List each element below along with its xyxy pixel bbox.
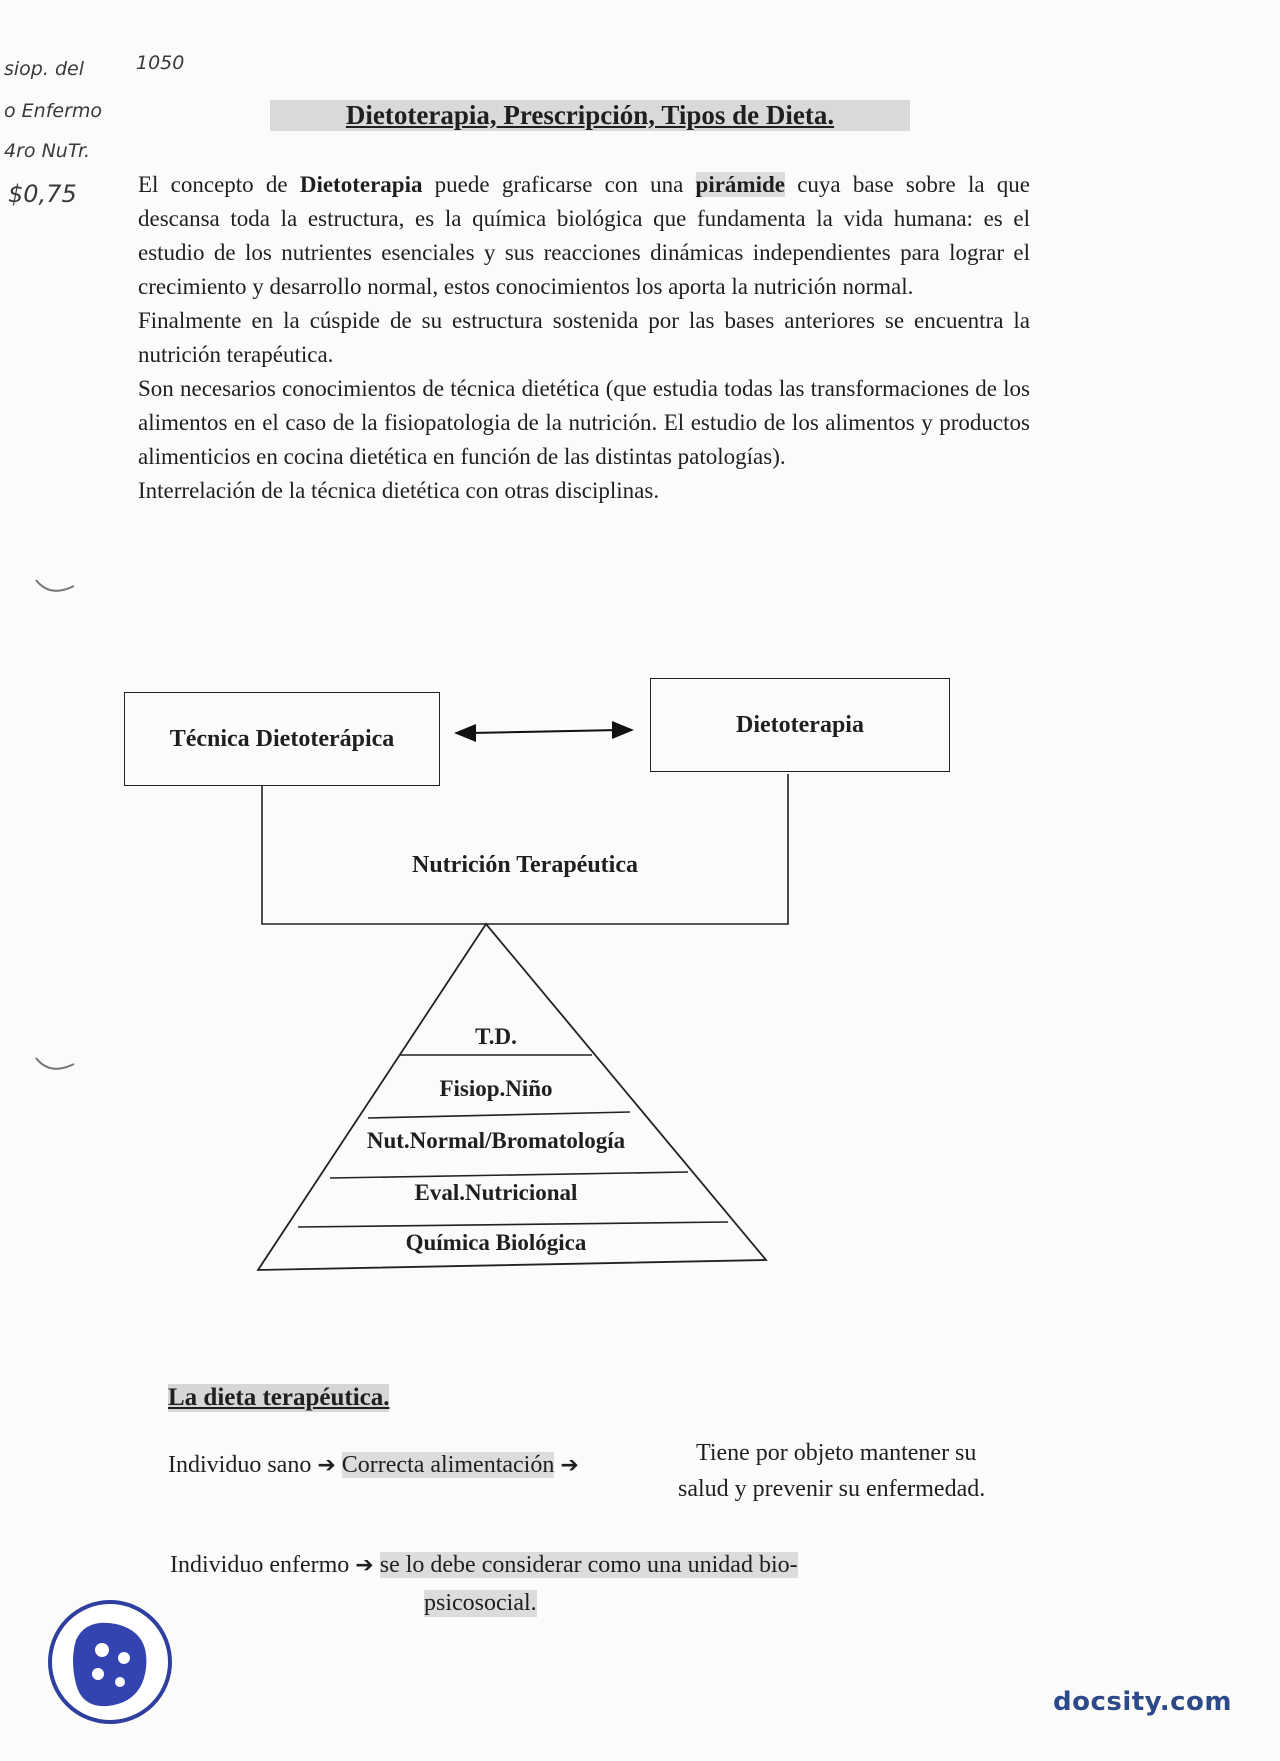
margin-note-1: siop. del (4, 58, 84, 80)
arrow-right-icon: ➔ (355, 1553, 374, 1578)
docsity-watermark: docsity.com (1052, 1687, 1232, 1717)
pyramid-tier-1: T.D. (475, 1024, 517, 1049)
box-tecnica-dietoterapica: Técnica Dietoterápica (124, 692, 440, 786)
arrow-head-right (612, 721, 634, 739)
pyramid-divider-4 (298, 1222, 728, 1227)
page-title: Dietoterapia, Prescripción, Tipos de Dieta. (270, 100, 910, 131)
row1-objective-line1: Tiene por objeto mantener su (696, 1440, 977, 1466)
docsity-logo-icon (46, 1598, 174, 1726)
pyramid-tier-5: Química Biológica (405, 1230, 587, 1255)
double-arrow-line (470, 730, 620, 733)
connector-bracket (262, 774, 788, 924)
pyramid-tier-3: Nut.Normal/Bromatología (366, 1128, 626, 1153)
pyramid-divider-2 (368, 1112, 630, 1118)
intro-paragraph-1: El concepto de Dietoterapia puede graficarse con una pirámide cuya base sobre la que descansa toda la estructura, es la química biológica que fundamenta la vida humana: es el estudio de los nutrientes esenciales y sus reacciones dinámicas independientes para lograr el crecimiento y desarrollo normal, estos conocimientos los aporta la nutrición normal. (138, 172, 1030, 299)
box-dietoterapia: Dietoterapia (650, 678, 950, 772)
row2-individuo-enfermo: Individuo enfermo ➔ se lo debe considerar como una unidad bio- (170, 1552, 798, 1578)
intro-paragraph-3: Son necesarios conocimientos de técnica dietética (que estudia todas las transformaciones de los alimentos en el caso de la fisiopatologia de la nutrición. El estudio de los alimentos y productos alimenticios en cocina dietética en función de las distintas patologías). (138, 376, 1030, 469)
label-nutricion-terapeutica: Nutrición Terapéutica (412, 852, 638, 878)
section-title: La dieta terapéutica. (168, 1384, 390, 1411)
margin-note-3: 4ro NuTr. (4, 140, 91, 162)
arrow-right-icon: ➔ (317, 1453, 336, 1478)
row1-objective-line2: salud y prevenir su enfermedad. (678, 1476, 986, 1502)
row2-continuation: psicosocial. (424, 1590, 537, 1616)
pyramid-tier-2: Fisiop.Niño (439, 1076, 553, 1101)
pyramid-tier-4: Eval.Nutricional (414, 1180, 578, 1205)
pyramid-divider-3 (330, 1172, 688, 1178)
arrow-right-icon: ➔ (560, 1453, 579, 1478)
arrow-head-left (454, 724, 476, 742)
margin-note-price: $0,75 (8, 180, 77, 208)
margin-note-number: 1050 (136, 52, 185, 74)
intro-paragraph-4: Interrelación de la técnica dietética con otras disciplinas. (138, 478, 660, 503)
intro-paragraph-2: Finalmente en la cúspide de su estructura sostenida por las bases anteriores se encuentra la nutrición terapéutica. (138, 308, 1030, 367)
margin-note-2: o Enfermo (4, 100, 103, 122)
row1-individuo-sano: Individuo sano ➔ Correcta alimentación ➔ (168, 1452, 579, 1478)
